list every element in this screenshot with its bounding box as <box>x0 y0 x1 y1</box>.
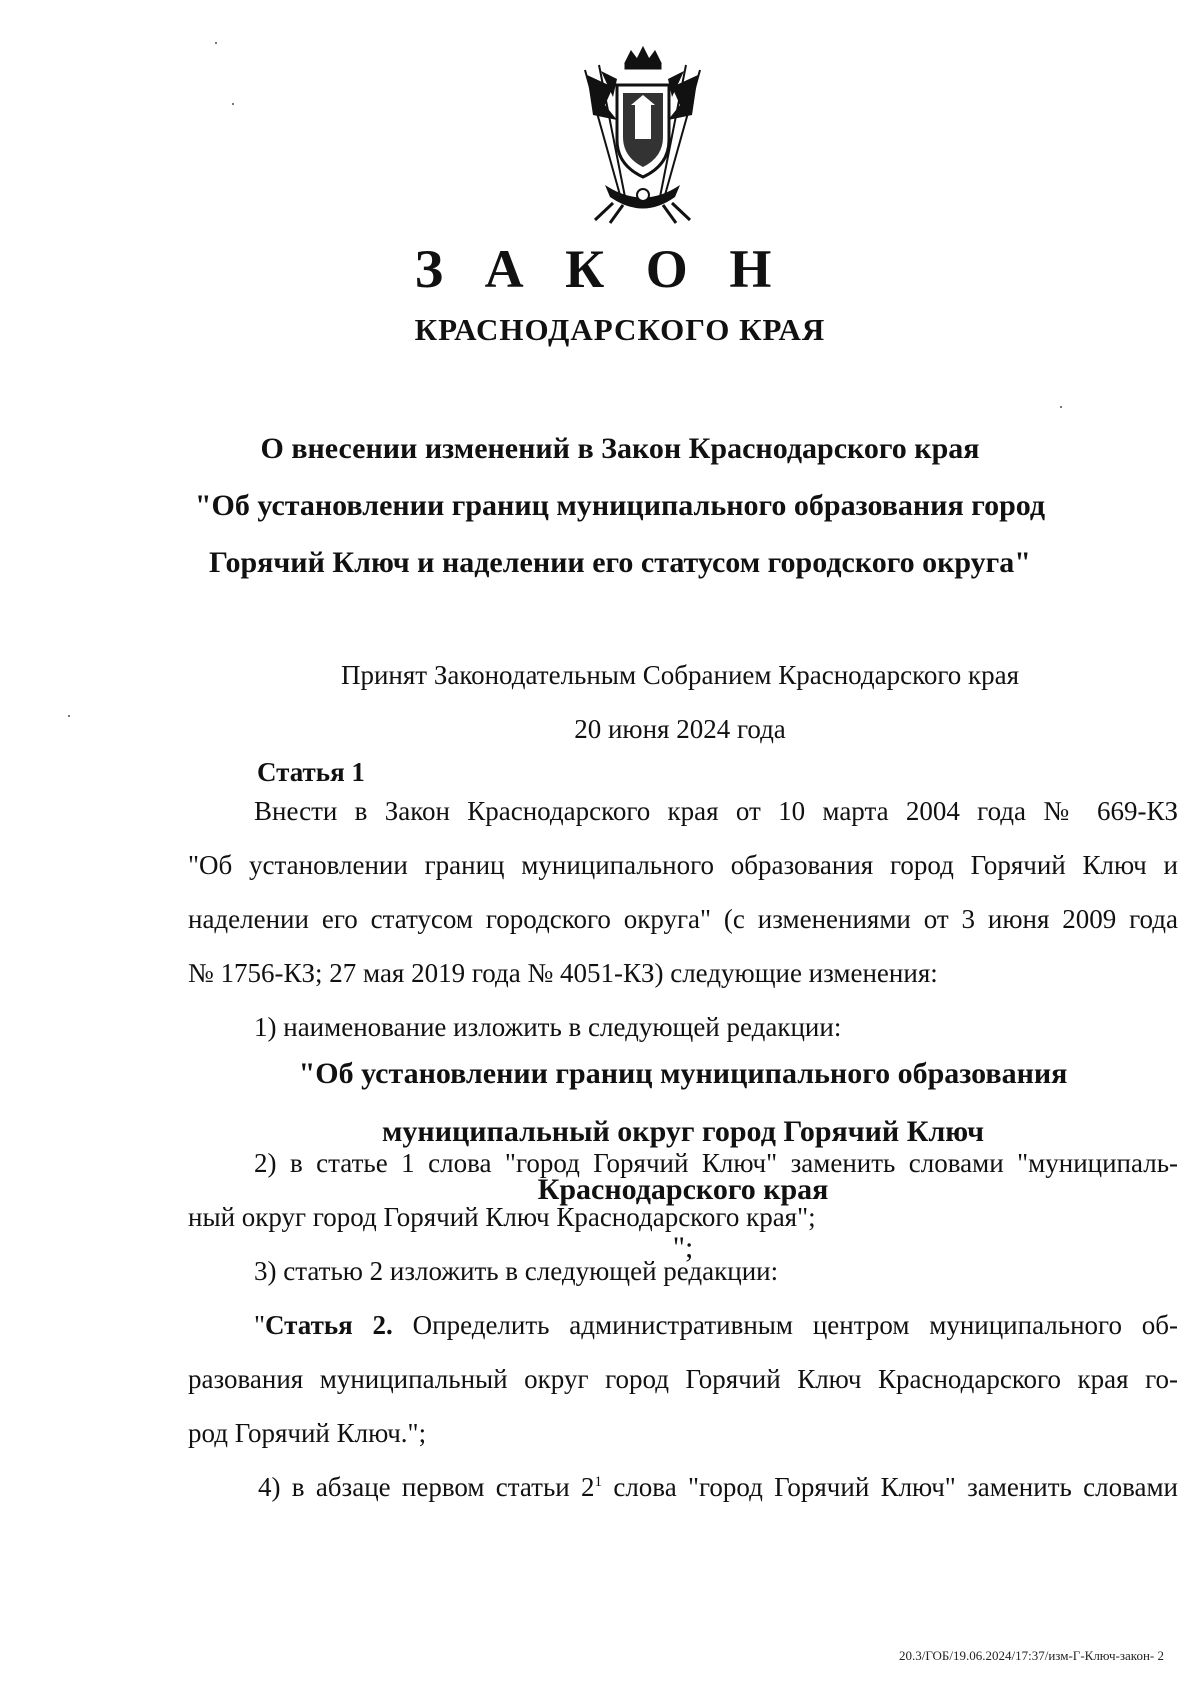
heading-line: Горячий Ключ и наделении его статусом городского округа" <box>209 546 1031 579</box>
heading-line: О внесении изменений в Закон Краснодарского края <box>260 432 980 465</box>
quote-open: " <box>254 1310 266 1340</box>
region-subtitle: КРАСНОДАРСКОГО КРАЯ <box>414 312 826 347</box>
article-intro-paragraph <box>188 784 1178 1054</box>
paragraph-line: "Об установлении границ муниципального образования город Горячий Ключ и <box>188 850 1178 880</box>
adoption-line: Принят Законодательным Собранием Краснодарского края <box>340 660 1020 690</box>
document-type-title: З А К О Н <box>414 239 786 299</box>
list-item-4 <box>188 1460 1178 1514</box>
article-title: Статья 1 <box>257 757 365 787</box>
quote-text: Определить административным центром муниципального об- <box>392 1310 1178 1340</box>
heading-line: "Об установлении границ муниципального образования город <box>194 489 1046 522</box>
law-heading <box>180 420 1060 591</box>
krasnodar-coat-of-arms-icon <box>565 45 720 225</box>
article2-label: Статья 2. <box>265 1310 393 1340</box>
scan-speck <box>215 42 217 44</box>
quote-line: "Об установлении границ муниципального образования <box>298 1057 1068 1090</box>
paragraph-line: № 1756-КЗ; 27 мая 2019 года № 4051-КЗ) следующие изменения: <box>188 958 938 988</box>
item4-text: 4) в абзаце первом статьи 2 <box>258 1472 595 1502</box>
scan-speck <box>232 103 234 105</box>
item4-text: слова "город Горячий Ключ" заменить словами <box>602 1472 1178 1502</box>
quote-line-tail: "; <box>672 1231 694 1264</box>
scan-speck <box>1060 406 1062 408</box>
list-item-1: 1) наименование изложить в следующей редакции: <box>254 1012 842 1042</box>
article2-quote-line: род Горячий Ключ."; <box>188 1418 427 1448</box>
list-item-3: 3) статью 2 изложить в следующей редакции: <box>254 1256 779 1286</box>
scan-speck <box>68 715 70 717</box>
adoption-note <box>300 648 1060 756</box>
paragraph-line: наделении его статусом городского округа" (с изменениями от 3 июня 2009 года <box>188 904 1178 934</box>
paragraph-line: Внести в Закон Краснодарского края от 10 марта 2004 года № 669-КЗ <box>254 796 1178 826</box>
adoption-date: 20 июня 2024 года <box>574 714 786 744</box>
quote-line-text: Краснодарского края <box>537 1173 829 1206</box>
list-item-2-cont: ный округ город Горячий Ключ Краснодарского края"; <box>188 1202 816 1232</box>
item4-sup: 1 <box>594 1474 603 1490</box>
article2-quote-line <box>188 1298 1178 1352</box>
list-item-2: 2) в статье 1 слова "город Горячий Ключ" заменить словами "муниципаль- <box>254 1148 1178 1178</box>
article-items <box>188 1136 1178 1514</box>
document-footer-code: 20.3/ГОБ/19.06.2024/17:37/изм-Г-Ключ-закон- 2 <box>898 1648 1164 1663</box>
quote-line: муниципальный округ город Горячий Ключ <box>381 1115 985 1148</box>
article2-quote-line: разования муниципальный округ город Горячий Ключ Краснодарского края го- <box>188 1364 1178 1394</box>
